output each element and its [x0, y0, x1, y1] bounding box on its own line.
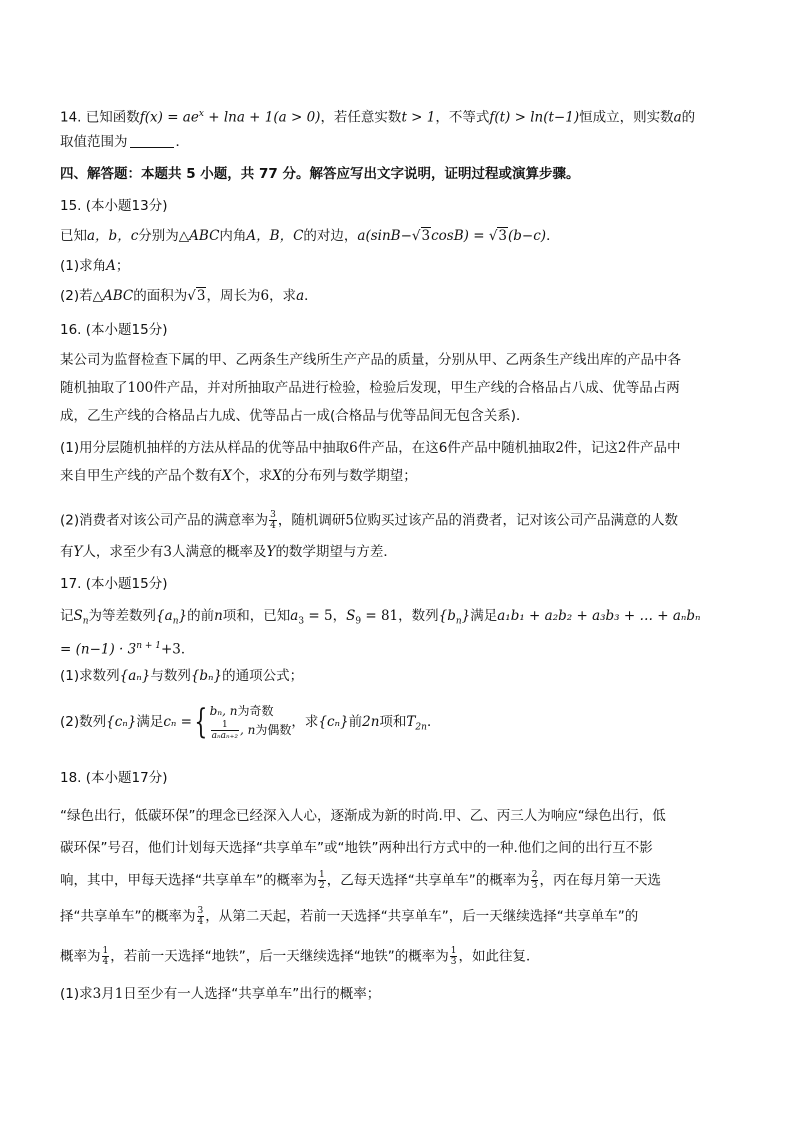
q18-stem-line4: 择“共享单车”的概率为 $\frac{3}{4}$ ，从第二天起，若前一天选择“共享单车”，后一天继续选择“共享单车”的	[60, 906, 639, 927]
fraction: $\frac{1}{\text{aₙaₙ₊₂}}$	[211, 720, 239, 741]
q18-heading: 18. (本小题17分)	[60, 770, 168, 786]
q17-part2: (2)数列{cₙ}满足cₙ ={ bₙ, n为奇数 $\frac{1}{\text{aₙaₙ₊₂}}$ , n为偶数 ，求{cₙ}前2n项和$T_{2n}$．	[60, 702, 441, 742]
sqrt-symbol: √3	[411, 228, 431, 244]
q14-line1: 14. 已知函数$f(x) = ae^x + \ln a + 1(a > 0)$，若任意实数t > 1，不等式f(t) > ln(t−1)恒成立，则实数a的	[60, 109, 696, 126]
q15-part2: (2)若△ABC的面积为√3，周长为6，求a．	[60, 288, 318, 304]
q17-stem-line2: = $(n-1) \cdot 3^{n + 1}+3$．	[60, 641, 195, 658]
fraction: $\frac{1}{4}$	[102, 946, 109, 967]
q16-stem-line3: 成，乙生产线的合格品占九成、优等品占一成(合格品与优等品间无包含关系)．	[60, 408, 530, 424]
q17-part1: (1)求数列{aₙ}与数列{bₙ}的通项公式；	[60, 668, 304, 684]
q15-part1: (1)求角A；	[60, 258, 130, 274]
q16-part2-line2: 有Y人，求至少有3人满意的概率及Y的数学期望与方差．	[60, 544, 397, 560]
sqrt-symbol: √3	[488, 228, 508, 244]
q16-part1-line1: (1)用分层随机抽样的方法从样品的优等品中抽取6件产品，在这6件产品中随机抽取2件，记这2件产品中	[60, 440, 681, 456]
q15-stem: 已知a，b，c分别为△ABC内角A，B，C的对边，a(sinB−√3cosB) = √3(b−c)．	[60, 228, 560, 244]
q16-heading: 16. (本小题15分)	[60, 322, 168, 338]
q16-part2-line1: (2)消费者对该公司产品的满意率为 $\frac{3}{4}$ ，随机调研5位购买过该产品的消费者，记对该公司产品满意的人数	[60, 510, 678, 531]
q17-heading: 17. (本小题15分)	[60, 576, 168, 592]
q18-stem-line3: 响，其中，甲每天选择“共享单车”的概率为 $\frac{1}{2}$ ，乙每天选择“共享单车”的概率为 $\frac{2}{3}$ ，丙在每月第一天选	[60, 870, 661, 891]
fraction: $\frac{1}{3}$	[450, 946, 457, 967]
fraction: $\frac{2}{3}$	[531, 870, 538, 891]
q18-stem-line2: 碳环保”号召，他们计划每天选择“共享单车”或“地铁”两种出行方式中的一种.他们之间的出行互不影	[60, 840, 653, 856]
fraction: $\frac{3}{4}$	[197, 906, 204, 927]
fraction: $\frac{1}{2}$	[319, 870, 325, 891]
q16-stem-line2: 随机抽取了100件产品，并对所抽取产品进行检验，检验后发现，甲生产线的合格品占八成、优等品占两	[60, 380, 680, 396]
q18-part1: (1)求3月1日至少有一人选择“共享单车”出行的概率；	[60, 986, 381, 1002]
q17-stem-line1: 记$S_n$为等差数列$\{a_n\}$的前n项和，已知$a_3 = 5$，$S_9 = 81$，数列$\{b_n\}$满足a₁b₁ + a₂b₂ + a₃b₃ + … + aₙbₙ	[60, 608, 701, 627]
q18-stem-line1: “绿色出行，低碳环保”的理念已经深入人心，逐渐成为新的时尚.甲、乙、丙三人为响应“绿色出行，低	[60, 808, 666, 824]
q14-line2: 取值范围为 ．	[60, 134, 189, 150]
piecewise-cases: bₙ, n为奇数 $\frac{1}{\text{aₙaₙ₊₂}}$ , n为偶数	[209, 704, 292, 741]
left-brace-icon: {	[194, 702, 208, 742]
q15-heading: 15. (本小题13分)	[60, 198, 168, 214]
answer-blank[interactable]	[130, 133, 174, 148]
q16-part1-line2: 来自甲生产线的产品个数有X个，求X的分布列与数学期望；	[60, 468, 417, 484]
section-heading: 四、解答题：本题共 5 小题，共 77 分。解答应写出文字说明，证明过程或演算步骤。	[60, 166, 580, 182]
q18-stem-line5: 概率为 $\frac{1}{4}$ ，若前一天选择“地铁”，后一天继续选择“地铁”的概率为 $\frac{1}{3}$ ，如此往复．	[60, 946, 540, 967]
sqrt-symbol: √3	[187, 288, 206, 304]
fraction: $\frac{3}{4}$	[270, 510, 276, 531]
q16-stem-line1: 某公司为监督检查下属的甲、乙两条生产线所生产产品的质量，分别从甲、乙两条生产线出库的产品中各	[60, 352, 681, 368]
